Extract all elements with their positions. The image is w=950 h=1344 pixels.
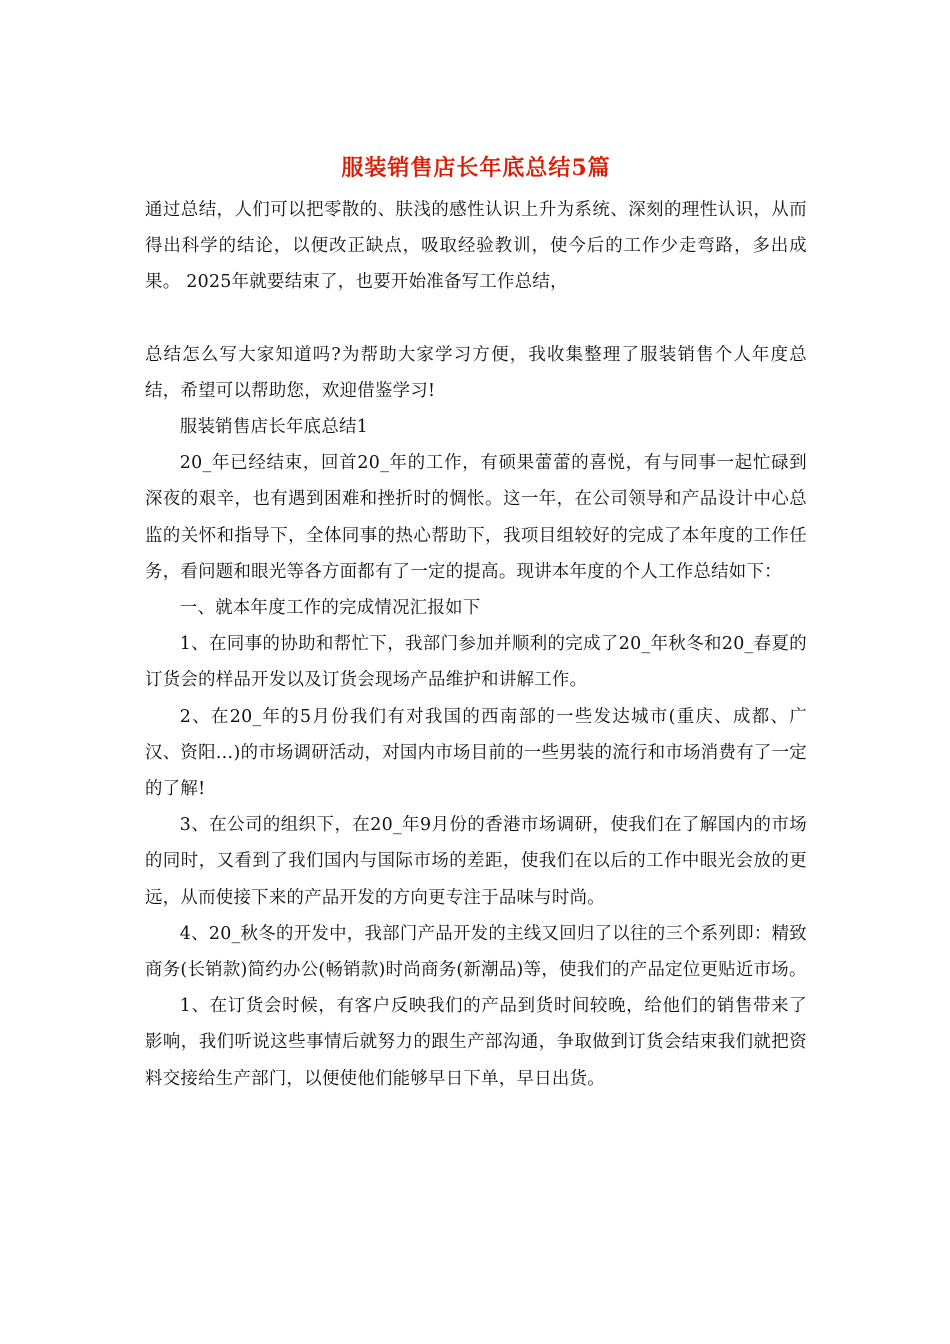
section-heading: 服装销售店长年底总结1 bbox=[179, 417, 369, 438]
body-paragraph: 2、在20_年的5月份我们有对我国的西南部的一些发达城市(重庆、成都、广汉、资阳…)的市场调研活动，对国内市场目前的一些男装的流行和市场消费有了一定的了解! bbox=[145, 706, 807, 800]
body-paragraph: 4、20_秋冬的开发中，我部门产品开发的主线又回归了以往的三个系列即：精致商务(长销款)简约办公(畅销款)时尚商务(新潮品)等，使我们的产品定位更贴近市场。 bbox=[145, 923, 807, 981]
body-paragraph: 3、在公司的组织下，在20_年9月份的香港市场调研，使我们在了解国内的市场的同时，又看到了我们国内与国际市场的差距，使我们在以后的工作中眼光会放的更远，从而使接下来的产品开发的方向更专注于品味与时尚。 bbox=[145, 815, 807, 908]
body-paragraph: 1、在订货会时候，有客户反映我们的产品到货时间较晚，给他们的销售带来了影响，我们听说这些事情后就努力的跟生产部沟通，争取做到订货会结束我们就把资料交接给生产部门，以便使他们能够早日下单，早日出货。 bbox=[145, 996, 807, 1089]
document-title: 服装销售店长年底总结5篇 bbox=[341, 155, 611, 181]
intro-paragraph-1: 通过总结，人们可以把零散的、肤浅的感性认识上升为系统、深刻的理性认识，从而得出科学的结论，以便改正缺点，吸取经验教训，使今后的工作少走弯路，多出成果。 2025年就要结束了，也要开始准备写工作总结， bbox=[145, 200, 807, 293]
paragraph-gap bbox=[145, 301, 807, 337]
document-page bbox=[145, 150, 807, 1097]
body-paragraph: 20_年已经结束，回首20_年的工作，有硕果蕾蕾的喜悦，有与同事一起忙碌到深夜的艰辛，也有遇到困难和挫折时的惆怅。这一年，在公司领导和产品设计中心总监的关怀和指导下，全体同事的热心帮助下，我项目组较好的完成了本年度的工作任务，看问题和眼光等各方面都有了一定的提高。现讲本年度的个人工作总结如下： bbox=[145, 453, 807, 582]
intro-paragraph-2: 总结怎么写大家知道吗?为帮助大家学习方便，我收集整理了服装销售个人年度总结，希望可以帮助您，欢迎借鉴学习! bbox=[145, 344, 807, 401]
body-paragraph: 1、在同事的协助和帮忙下，我部门参加并顺利的完成了20_年秋冬和20_春夏的订货会的样品开发以及订货会现场产品维护和讲解工作。 bbox=[145, 634, 807, 691]
body-paragraph: 一、就本年度工作的完成情况汇报如下 bbox=[179, 598, 481, 619]
